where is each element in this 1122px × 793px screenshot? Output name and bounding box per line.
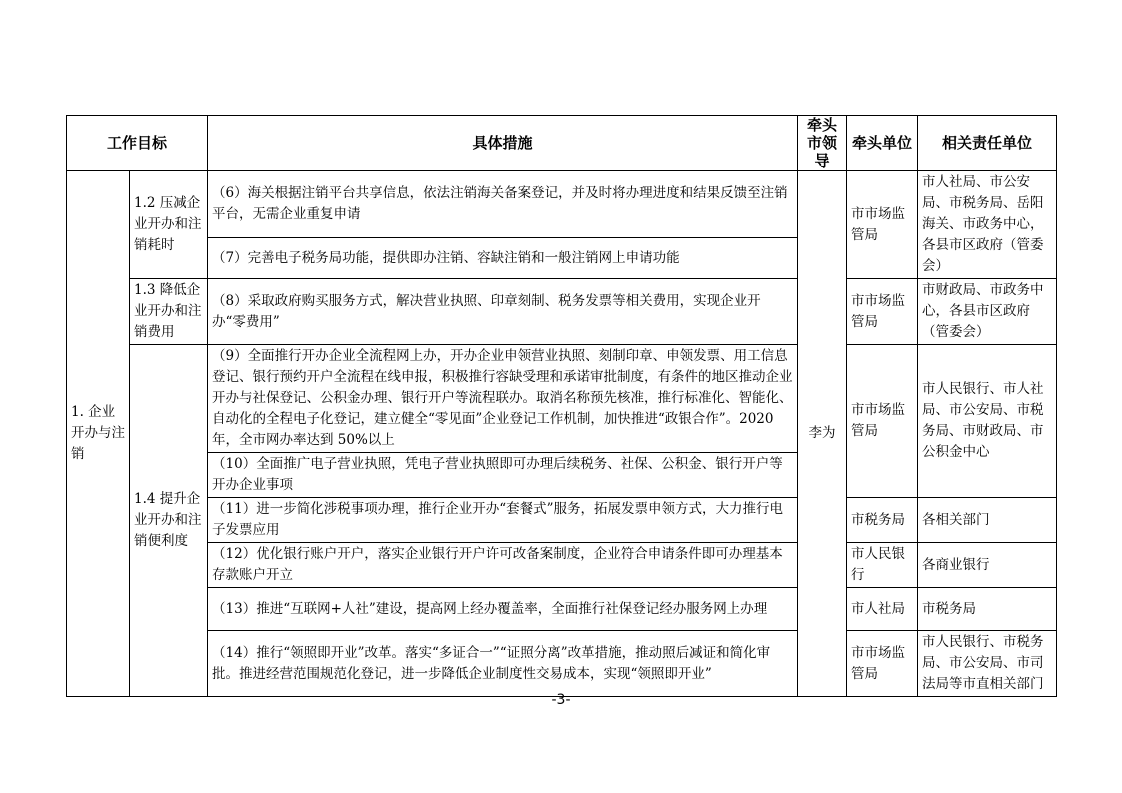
- subgoal-1-4: 1.4 提升企业开办和注销便利度: [130, 345, 208, 697]
- table-row: [67, 345, 1057, 453]
- lead-unit-13: 市人社局: [847, 588, 918, 631]
- leader-name: 李为: [798, 171, 847, 697]
- header-leader: 牵头 市领导: [798, 116, 847, 171]
- related-units-9-10: 市人民银行、市人社局、市公安局、市税务局、市财政局、市公积金中心: [918, 345, 1057, 498]
- subgoal-1-2: 1.2 压减企业开办和注销耗时: [130, 171, 208, 279]
- table-row: [67, 588, 1057, 631]
- table-row: [67, 631, 1057, 697]
- table-row: [67, 171, 1057, 238]
- lead-unit-11: 市税务局: [847, 498, 918, 543]
- related-units-13: 市税务局: [918, 588, 1057, 631]
- measures-table: [66, 115, 1057, 697]
- related-units-8: 市财政局、市政务中心，各县市区政府（管委会）: [918, 279, 1057, 345]
- lead-unit-14: 市市场监管局: [847, 631, 918, 697]
- related-units-11: 各相关部门: [918, 498, 1057, 543]
- lead-unit-6-7: 市市场监管局: [847, 171, 918, 279]
- table-header-row: [67, 116, 1057, 171]
- table-row: [67, 543, 1057, 588]
- page-number: -3-: [551, 692, 571, 708]
- header-lead-unit: 牵头单位: [847, 116, 918, 171]
- measure-8: （8）采取政府购买服务方式，解决营业执照、印章刻制、税务发票等相关费用，实现企业开办“零费用”: [208, 279, 798, 345]
- measure-11: （11）进一步简化涉税事项办理，推行企业开办“套餐式”服务，拓展发票申领方式，大力推行电子发票应用: [208, 498, 798, 543]
- table-row: [67, 279, 1057, 345]
- measure-6: （6）海关根据注销平台共享信息，依法注销海关备案登记，并及时将办理进度和结果反馈至注销平台，无需企业重复申请: [208, 171, 798, 238]
- measure-10: （10）全面推广电子营业执照，凭电子营业执照即可办理后续税务、社保、公积金、银行开户等开办企业事项: [208, 453, 798, 498]
- header-goal: 工作目标: [67, 116, 208, 171]
- measure-13: （13）推进“互联网+人社”建设，提高网上经办覆盖率，全面推行社保登记经办服务网上办理: [208, 588, 798, 631]
- goal-main-cell: 1. 企业开办与注销: [67, 171, 130, 697]
- measure-7: （7）完善电子税务局功能，提供即办注销、容缺注销和一般注销网上申请功能: [208, 238, 798, 279]
- related-units-12: 各商业银行: [918, 543, 1057, 588]
- subgoal-1-3: 1.3 降低企业开办和注销费用: [130, 279, 208, 345]
- lead-unit-9-10: 市市场监管局: [847, 345, 918, 498]
- table-row: [67, 498, 1057, 543]
- related-units-14: 市人民银行、市税务局、市公安局、市司法局等市直相关部门: [918, 631, 1057, 697]
- lead-unit-8: 市市场监管局: [847, 279, 918, 345]
- header-measures: 具体措施: [208, 116, 798, 171]
- measure-9: （9）全面推行开办企业全流程网上办，开办企业申领营业执照、刻制印章、申领发票、用工信息登记、银行预约开户全流程在线申报，积极推行容缺受理和承诺审批制度，有条件的地区推动企业开办与社保登记、公积金办理、银行开户等流程联办。取消名称预先核准，推行标准化、智能化、自动化的全程电子化登记，建立健全“零见面”企业登记工作机制，加快推进“政银合作”。2020 年，全市网办率达到 50%以上: [208, 345, 798, 453]
- lead-unit-12: 市人民银行: [847, 543, 918, 588]
- measure-12: （12）优化银行账户开户，落实企业银行开户许可改备案制度，企业符合申请条件即可办理基本存款账户开立: [208, 543, 798, 588]
- header-related-units: 相关责任单位: [918, 116, 1057, 171]
- measure-14: （14）推行“领照即开业”改革。落实“多证合一”“证照分离”改革措施，推动照后减证和简化审批。推进经营范围规范化登记，进一步降低企业制度性交易成本，实现“领照即开业”: [208, 631, 798, 697]
- related-units-6-7: 市人社局、市公安局、市税务局、岳阳海关、市政务中心，各县市区政府（管委会）: [918, 171, 1057, 279]
